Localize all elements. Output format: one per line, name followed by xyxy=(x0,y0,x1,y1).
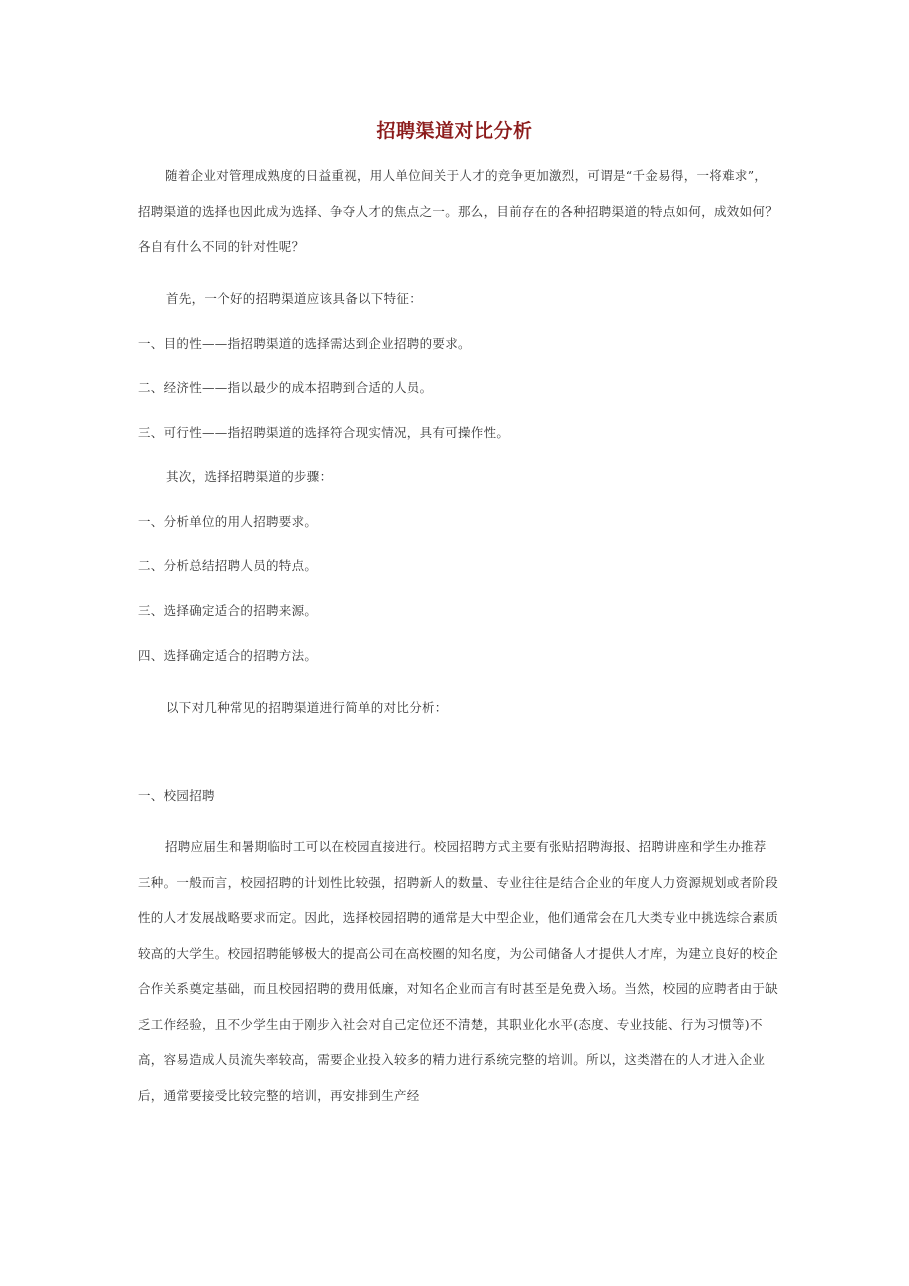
comparison-intro: 以下对几种常见的招聘渠道进行简单的对比分析： xyxy=(166,700,448,715)
feature-item-1: 一、目的性——指招聘渠道的选择需达到企业招聘的要求。 xyxy=(138,336,471,351)
step-item-4: 四、选择确定适合的招聘方法。 xyxy=(138,648,318,663)
section-heading-campus: 一、校园招聘 xyxy=(138,788,215,803)
step-item-2: 二、分析总结招聘人员的特点。 xyxy=(138,558,318,573)
features-heading: 首先，一个好的招聘渠道应该具备以下特征： xyxy=(166,291,423,306)
step-item-1: 一、分析单位的用人招聘要求。 xyxy=(138,514,318,529)
step-item-3: 三、选择确定适合的招聘来源。 xyxy=(138,603,318,618)
feature-item-3: 三、可行性——指招聘渠道的选择符合现实情况，具有可操作性。 xyxy=(138,425,510,440)
steps-heading: 其次，选择招聘渠道的步骤： xyxy=(166,469,333,484)
intro-paragraph: 随着企业对管理成熟度的日益重视，用人单位间关于人才的竞争更加激烈，可谓是“千金易得，一将难求”，招聘渠道的选择也因此成为选择、争夺人才的焦点之一。那么，目前存在的各种招聘渠道的特点如何，成效如何？各自有什么不同的针对性呢？ xyxy=(138,168,779,254)
document-title: 招聘渠道对比分析 xyxy=(376,120,533,142)
feature-item-2: 二、经济性——指以最少的成本招聘到合适的人员。 xyxy=(138,380,433,395)
section-body-campus: 招聘应届生和暑期临时工可以在校园直接进行。校园招聘方式主要有张贴招聘海报、招聘讲座和学生办推荐三种。一般而言，校园招聘的计划性比较强，招聘新人的数量、专业往往是结合企业的年度人力资源规划或者阶段性的人才发展战略要求而定。因此，选择校园招聘的通常是大中型企业，他们通常会在几大类专业中挑选综合素质较高的大学生。校园招聘能够极大的提高公司在高校圈的知名度，为公司储备人才提供人才库，为建立良好的校企合作关系奠定基础，而且校园招聘的费用低廉，对知名企业而言有时甚至是免费入场。当然，校园的应聘者由于缺乏工作经验，且不少学生由于刚步入社会对自己定位还不清楚，其职业化水平(态度、专业技能、行为习惯等)不高，容易造成人员流失率较高，需要企业投入较多的精力进行系统完整的培训。所以，这类潜在的人才进入企业后，通常要接受比较完整的培训，再安排到生产经 xyxy=(138,839,779,1103)
